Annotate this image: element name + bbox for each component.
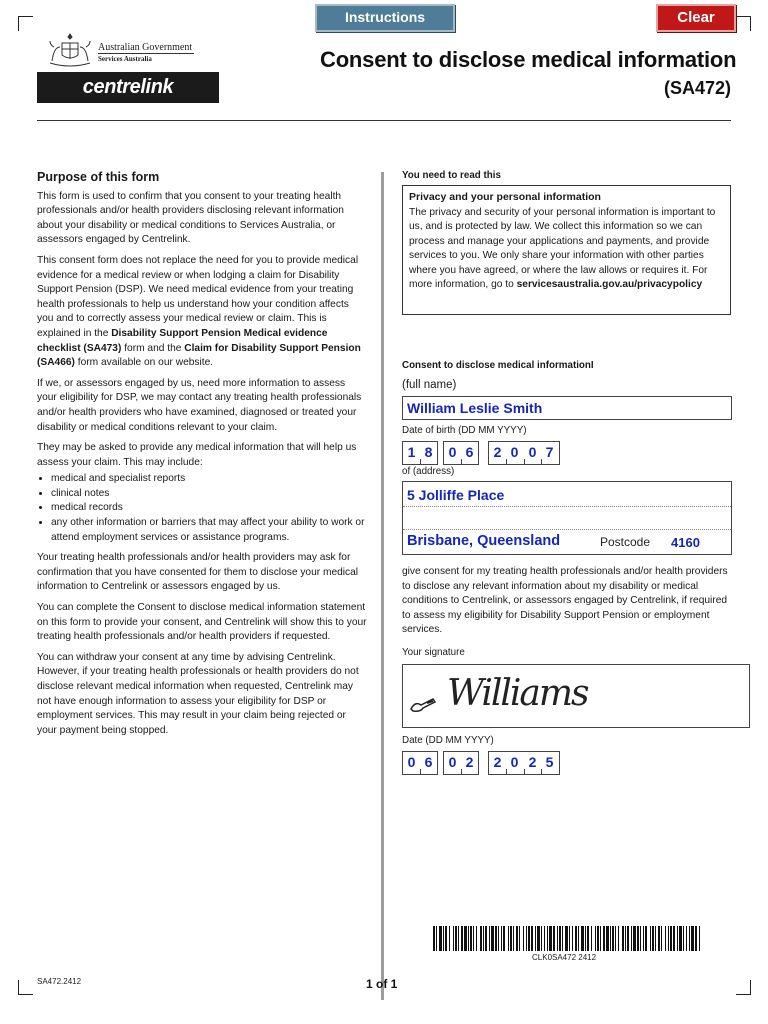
list-item: • clinical notes (51, 487, 367, 502)
dob-digit: 7 (545, 444, 554, 460)
barcode-bar (683, 926, 684, 951)
barcode-bar (464, 926, 467, 951)
barcode-bar (535, 926, 536, 951)
barcode-bar (491, 926, 494, 951)
claim-form-name: Claim for Disability Support Pension (SA466) (37, 342, 361, 369)
date-digit: 6 (424, 754, 433, 770)
barcode-bar (640, 926, 641, 951)
date-field[interactable] (402, 751, 562, 775)
barcode-bar (695, 926, 697, 951)
privacy-link[interactable]: servicesaustralia.gov.au/privacypolicy (516, 279, 703, 291)
barcode-bar (650, 926, 651, 951)
barcode-bar (523, 926, 524, 951)
barcode-bar (622, 926, 624, 951)
barcode-bar (633, 926, 636, 951)
barcode-bar (473, 926, 474, 951)
dob-digit: 0 (528, 444, 537, 460)
barcode-bar (578, 926, 579, 951)
barcode-bar (595, 926, 596, 951)
dob-digit: 1 (407, 444, 416, 460)
barcode-bar (652, 926, 654, 951)
need-to-read-label: You need to read this (402, 170, 501, 181)
consent-heading: Consent to disclose medical informationI (402, 360, 594, 371)
address-line-divider (403, 529, 731, 531)
dob-digit: 6 (465, 444, 474, 460)
header-rule (37, 120, 731, 121)
purpose-heading: Purpose of this form (37, 170, 160, 184)
barcode-bar (686, 926, 687, 951)
barcode-bar (508, 926, 509, 951)
barcode-bar (637, 926, 639, 951)
barcode-bar (645, 926, 647, 951)
barcode-bar (439, 926, 442, 951)
barcode-bar (575, 926, 577, 951)
signature-value: Williams (447, 673, 588, 714)
agency-divider (98, 53, 194, 54)
barcode-bar (572, 926, 573, 951)
privacy-body (403, 206, 730, 292)
instructions-button[interactable]: Instructions (315, 4, 455, 32)
barcode-bar (679, 926, 682, 951)
barcode-bar (631, 926, 632, 951)
barcode-bar (510, 926, 512, 951)
date-digit: 2 (493, 754, 502, 770)
evidence-text: This consent form does not replace the need for you to provide medical evidence for a medical review or when lodging a claim for Disability Support Pension (DSP). We need medical evidence from your treating health professionals to help us understand how your condition affects you and to correctly assess your medical review or claim. This is explained in the (37, 254, 359, 339)
dob-digit: 0 (448, 444, 457, 460)
list-item: • medical and specialist reports (51, 472, 367, 487)
purpose-paragraph: This form is used to confirm that you consent to your treating health professionals and/or health providers disclosing relevant information about your disability or medical conditions to Services Australia, or assessors engaged by Centrelink. (37, 190, 344, 246)
barcode-text: CLK0SA472 2412 (532, 953, 597, 962)
postcode-label: Postcode (600, 535, 651, 549)
full-name-label: (full name) (402, 379, 457, 391)
signature-field[interactable] (402, 664, 750, 728)
address-field[interactable] (402, 481, 732, 555)
address-label: of (address) (402, 466, 455, 477)
barcode-bar (603, 926, 605, 951)
barcode-bar (549, 926, 552, 951)
barcode-bar (677, 926, 678, 951)
date-digit: 5 (545, 754, 554, 770)
barcode-bar (691, 926, 694, 951)
barcode-bar (468, 926, 469, 951)
barcode-bar (443, 926, 444, 951)
clear-button[interactable]: Clear (656, 4, 736, 32)
evidence-text-end: form available on our website. (74, 357, 214, 369)
barcode-bar (458, 926, 459, 951)
barcode-bar (569, 926, 570, 951)
crop-mark-top-right (736, 16, 751, 31)
barcode-bar (600, 926, 601, 951)
signature-label: Your signature (402, 647, 465, 658)
crop-mark-bottom-right (736, 980, 751, 995)
barcode-bar (476, 926, 477, 951)
barcode-bar (597, 926, 599, 951)
barcode-bar (606, 926, 609, 951)
date-label: Date (DD MM YYYY) (402, 735, 494, 746)
contact-paragraph: If we, or assessors engaged by us, need more information to assess your eligibility for DSP, we may contact any treating health professionals and/or health providers who have examined, diagnosed or treated your disability or medical conditions relevant to your claim. (37, 377, 362, 433)
barcode-bar (489, 926, 490, 951)
barcode-bar (541, 926, 542, 951)
date-digit: 2 (528, 754, 537, 770)
date-digit: 0 (448, 754, 457, 770)
include-paragraph: They may be asked to provide any medical information that will help us assess your claim. This may include: (37, 442, 357, 468)
date-digit: 0 (510, 754, 519, 770)
crop-mark-bottom-left (18, 980, 33, 995)
full-name-field[interactable] (402, 396, 732, 420)
barcode-bar (461, 926, 463, 951)
dob-label: Date of birth (DD MM YYYY) (402, 425, 527, 436)
barcode-bar (625, 926, 626, 951)
barcode-bar (526, 926, 527, 951)
privacy-heading: Privacy and your personal information (409, 191, 601, 203)
agency-name: Australian Government (98, 42, 193, 53)
dob-digit: 2 (493, 444, 502, 460)
address-line-1: 5 Jolliffe Place (407, 487, 505, 503)
privacy-text: The privacy and security of your personal information is important to us, and is protected by law. We collect this information so we can process and manage your applications and payments, and provide services to you. We only share your information with other parties where you have agreed, or where the law allows or requires it. For more information, go to (409, 207, 716, 291)
agency-subname: Services Australia (98, 55, 152, 63)
date-digit: 2 (465, 754, 474, 770)
info-list (37, 472, 367, 545)
list-item: • any other information or barriers that may affect your ability to work or attend employment services or assistance programs. (51, 516, 367, 545)
barcode-bar (544, 926, 545, 951)
privacy-box (402, 185, 731, 315)
barcode-bar (519, 926, 520, 951)
barcode-bar (689, 926, 690, 951)
barcode-bar (559, 926, 561, 951)
brand-logo: centrelink (37, 72, 219, 103)
address-line-3: Brisbane, Queensland (407, 533, 561, 549)
barcode-bar (537, 926, 540, 951)
coat-of-arms-icon (46, 33, 94, 69)
barcode-bar (618, 926, 619, 951)
barcode-bar (436, 926, 437, 951)
barcode-bar (615, 926, 616, 951)
barcode-bar (610, 926, 611, 951)
full-name-value: William Leslie Smith (407, 400, 543, 416)
barcode-bar (699, 926, 700, 951)
barcode-bar (661, 926, 662, 951)
barcode-bar (612, 926, 614, 951)
barcode-bar (668, 926, 669, 951)
barcode-bar (501, 926, 502, 951)
barcode-bar (470, 926, 472, 951)
dob-field[interactable] (402, 441, 562, 465)
barcode-bar (655, 926, 656, 951)
address-line-divider (403, 506, 731, 508)
barcode-bar (445, 926, 447, 951)
barcode-bar (591, 926, 592, 951)
dob-digit: 0 (510, 444, 519, 460)
form-title: Consent to disclose medical information (320, 47, 737, 72)
crop-mark-top-left (18, 16, 33, 31)
form-reference: SA472.2412 (37, 977, 82, 986)
pen-icon (409, 695, 439, 715)
evidence-text-mid: form and the (121, 342, 185, 354)
barcode-bar (587, 926, 589, 951)
purpose-section (37, 170, 367, 744)
barcode-bar (455, 926, 457, 951)
barcode-bar (562, 926, 563, 951)
barcode-bar (547, 926, 548, 951)
barcode-bar (480, 926, 482, 951)
page-number: 1 of 1 (366, 977, 398, 991)
barcode-bar (627, 926, 629, 951)
barcode-bar (495, 926, 497, 951)
barcode-bar (433, 926, 435, 951)
barcode-bar (673, 926, 675, 951)
checklist-form-name: Disability Support Pension Medical evidence checklist (SA473) (37, 327, 328, 354)
date-digit: 0 (407, 754, 416, 770)
barcode-bar (553, 926, 555, 951)
barcode-bar (528, 926, 530, 951)
form-code: (SA472) (663, 78, 731, 98)
barcode-bar (498, 926, 499, 951)
barcode-bar (516, 926, 518, 951)
barcode-bar (643, 926, 644, 951)
list-item: • medical records (51, 501, 367, 516)
barcode-bar (513, 926, 514, 951)
barcode-bar (665, 926, 666, 951)
barcode-bar (581, 926, 584, 951)
column-divider (381, 172, 384, 1000)
evidence-paragraph (37, 254, 367, 371)
withdraw-paragraph: You can withdraw your consent at any time by advising Centrelink. However, if your treating health professionals or health providers do not disclose relevant medical information when requested, Centrelink may not have enough information to assess your eligibility for DSP or employment services. This may result in your claim being rejected or your payment being stopped. (37, 651, 359, 736)
postcode-value: 4160 (671, 535, 700, 550)
barcode (433, 926, 701, 951)
barcode-bar (670, 926, 672, 951)
barcode-bar (449, 926, 450, 951)
statement-paragraph: You can complete the Consent to disclose medical information statement on this form to provide your consent, and Centrelink will show this to your treating health professionals and/or health providers if requested. (37, 602, 367, 643)
consent-statement: give consent for my treating health professionals and/or health providers to disclose any relevant information about my disability or medical conditions to Centrelink, or assessors engaged by Centrelink, if required to assess my eligibility for Disability Support Pension or employment services. (402, 566, 728, 636)
barcode-bar (483, 926, 484, 951)
barcode-bar (485, 926, 487, 951)
barcode-bar (565, 926, 568, 951)
barcode-bar (658, 926, 660, 951)
dob-digit: 8 (424, 444, 433, 460)
confirmation-paragraph: Your treating health professionals and/or health providers may ask for confirmation that you have consented for them to disclose your medical information to Centrelink or assessors engaged by us. (37, 552, 359, 593)
barcode-bar (531, 926, 533, 951)
barcode-bar (453, 926, 454, 951)
barcode-bar (503, 926, 505, 951)
barcode-bar (557, 926, 558, 951)
barcode-bar (585, 926, 586, 951)
